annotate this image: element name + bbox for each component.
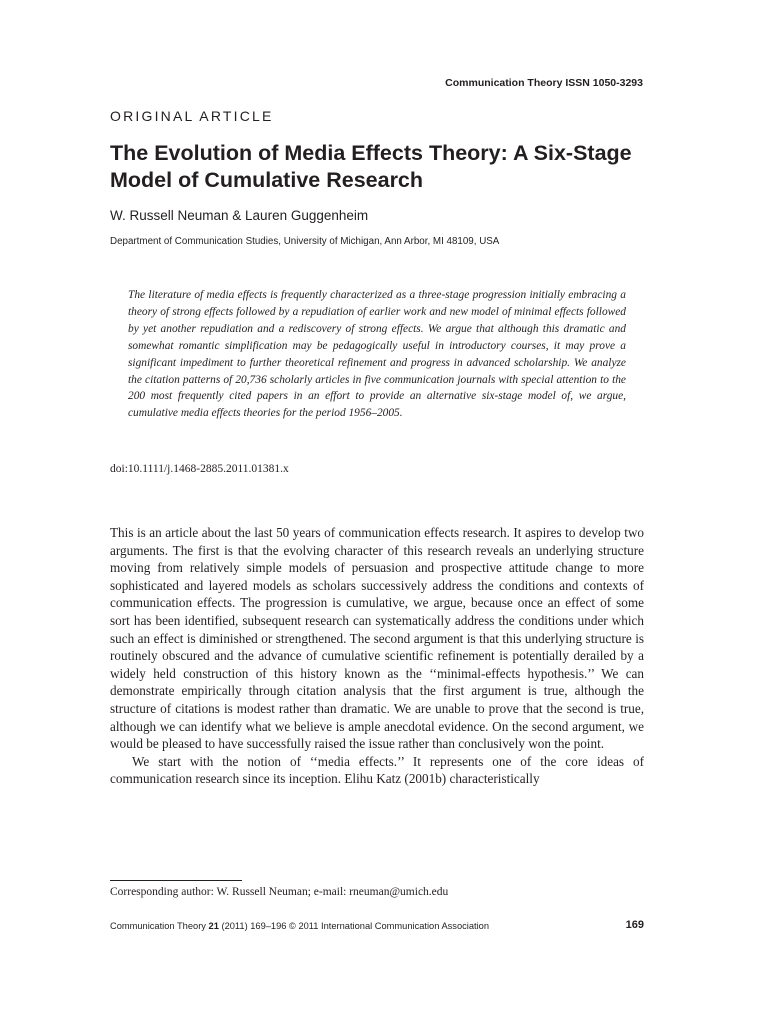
- footer-journal-name: Communication Theory: [110, 921, 206, 931]
- body-paragraph: We start with the notion of ‘‘media effects.’’ It represents one of the core ideas of communication research since its inception. Elihu Katz (2001b) characteristically: [110, 753, 644, 787]
- journal-issn-header: Communication Theory ISSN 1050-3293: [445, 77, 643, 89]
- body-text: [110, 524, 644, 788]
- footnote-divider: [110, 880, 242, 881]
- article-type-label: ORIGINAL ARTICLE: [110, 108, 274, 124]
- page-footer: [110, 921, 644, 931]
- article-authors: W. Russell Neuman & Lauren Guggenheim: [110, 208, 369, 223]
- doi: doi:10.1111/j.1468-2885.2011.01381.x: [110, 463, 289, 475]
- article-title: The Evolution of Media Effects Theory: A Six-Stage Model of Cumulative Research: [110, 141, 632, 192]
- abstract: The literature of media effects is frequently characterized as a three-stage progression initially embracing a theory of strong effects followed by a repudiation of earlier work and new model of minimal effects followed by yet another repudiation and a rediscovery of strong effects. We argue that although this dramatic and somewhat romantic simplification may be pedagogically useful in introductory courses, it may prove a significant impediment to further theoretical refinement and progress in advanced scholarship. We analyze the citation patterns of 20,736 scholarly articles in five communication journals with special attention to the 200 most frequently cited papers in an effort to provide an alternative six-stage model of, we argue, cumulative media effects theories for the period 1956–2005.: [128, 289, 626, 420]
- author-affiliation: Department of Communication Studies, University of Michigan, Ann Arbor, MI 48109, USA: [110, 236, 500, 247]
- footer-details: (2011) 169–196 © 2011 International Communication Association: [221, 921, 489, 931]
- page-number: 169: [625, 919, 644, 931]
- corresponding-author-footnote: Corresponding author: W. Russell Neuman; e-mail: rneuman@umich.edu: [110, 886, 449, 898]
- footer-volume: 21: [208, 921, 219, 931]
- body-paragraph: This is an article about the last 50 years of communication effects research. It aspires to develop two arguments. The first is that the evolving character of this research reveals an underlying structure moving from relatively simple models of persuasion and prospective attitude change to more sophisticated and layered models as scholars successively address the conditions and contexts of communication effects. The progression is cumulative, we argue, because once an effect of some sort has been identified, subsequent research can systematically address the conditions under which such an effect is diminished or strengthened. The second argument is that this underlying structure is routinely obscured and the advance of cumulative scientific refinement is potentially derailed by a widely held construction of this history known as the ‘‘minimal-effects hypothesis.’’ We can demonstrate empirically through citation analysis that the first argument is true, although the structure of citations is modest rather than dramatic. We are unable to prove that the second is true, although we can identify what we believe is ample anecdotal evidence. On the second argument, we would be pleased to have successfully raised the issue rather than conclusively won the point.: [110, 525, 644, 752]
